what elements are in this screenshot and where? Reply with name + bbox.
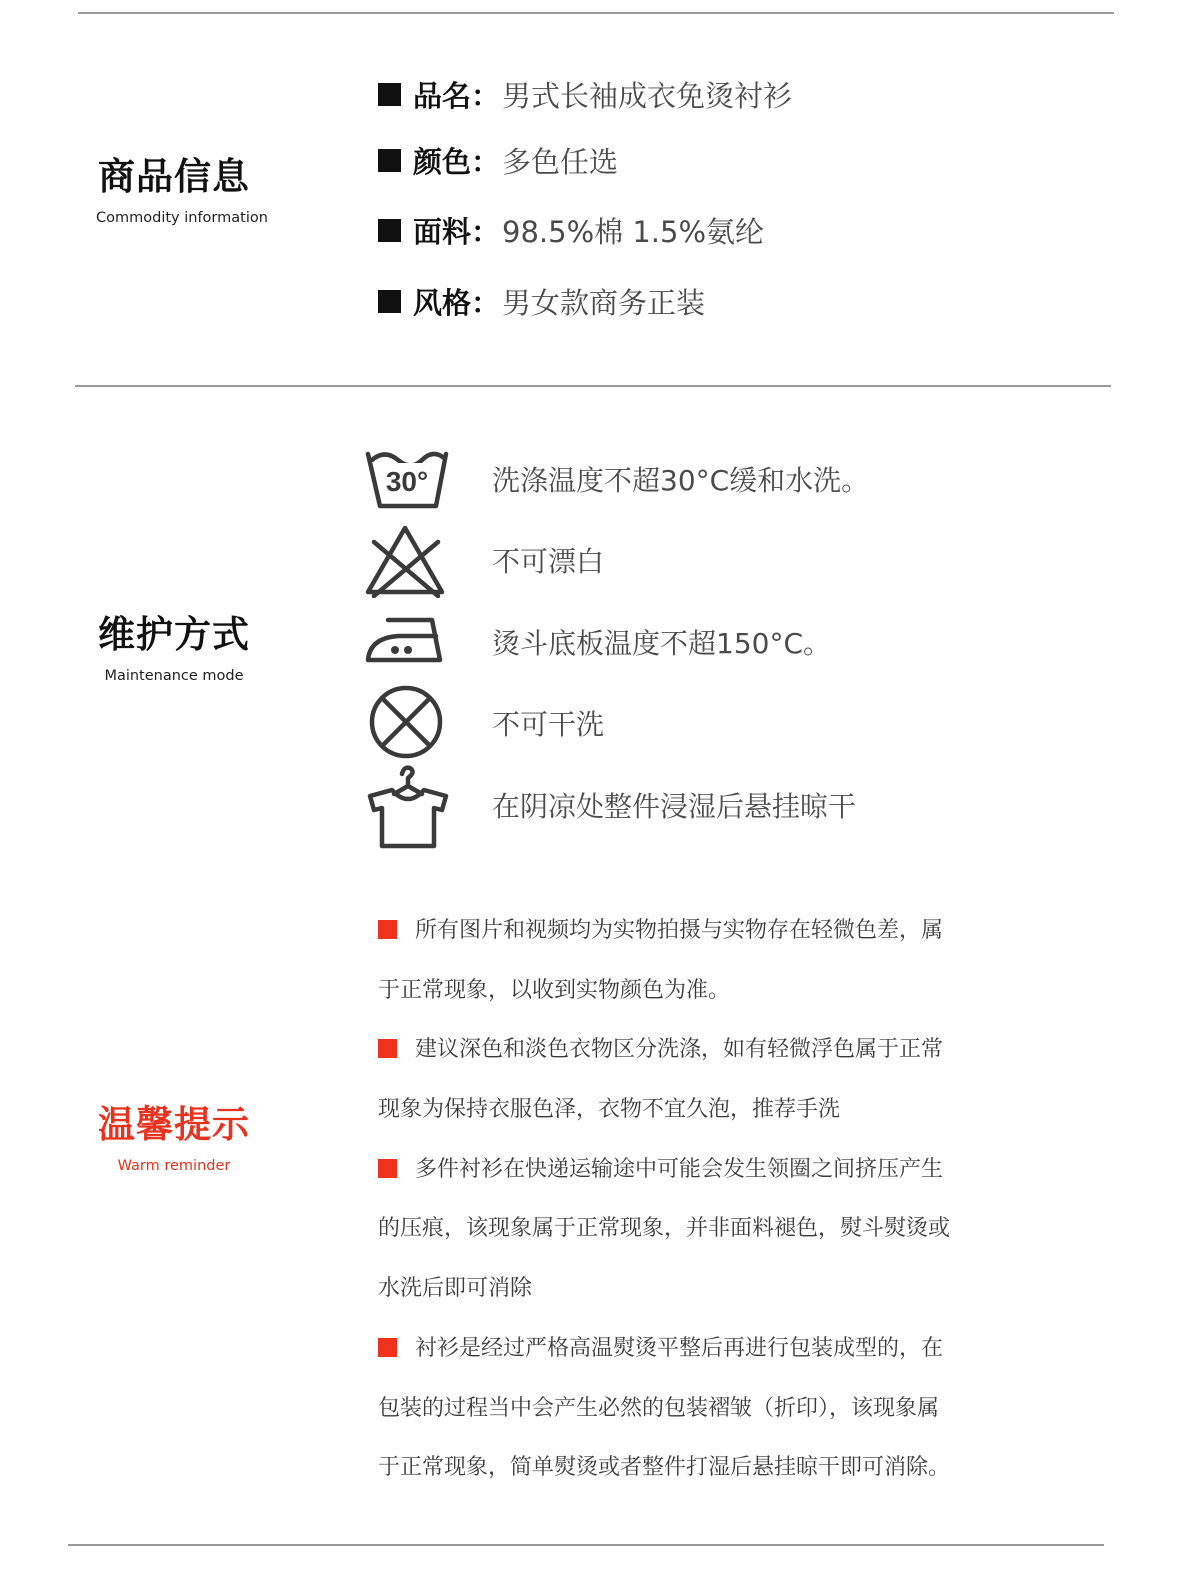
iron-icon — [364, 608, 450, 664]
care-text-dryclean: 不可干洗 — [492, 708, 605, 741]
commodity-section-title — [96, 155, 268, 226]
care-text-wash: 洗涤温度不超30°C缓和水洗。 — [492, 464, 870, 497]
reminder-text: 于正常现象，以收到实物颜色为准。 — [378, 977, 731, 1003]
info-row-color — [378, 140, 618, 180]
reminder-text: 包装的过程当中会产生必然的包装褶皱（折印），该现象属 — [378, 1395, 940, 1421]
reminder-line — [378, 1080, 1008, 1140]
reminder-line — [378, 1199, 1008, 1259]
no-dry-clean-icon — [364, 682, 450, 762]
info-value: 男女款商务正装 — [502, 285, 706, 320]
reminder-line — [378, 1379, 1008, 1439]
reminder-line — [378, 961, 1008, 1021]
top-divider — [78, 12, 1114, 14]
info-value: 多色任选 — [502, 144, 619, 179]
reminder-line — [378, 1020, 1008, 1080]
info-value: 男式长袖成衣免烫衬衫 — [502, 78, 793, 113]
reminder-text: 衬衫是经过严格高温熨烫平整后再进行包装成型的，在 — [415, 1335, 944, 1361]
info-row-name — [378, 74, 792, 114]
care-text-hang: 在阴凉处整件浸湿后悬挂晾干 — [492, 790, 857, 823]
care-text-iron: 烫斗底板温度不超150°C。 — [492, 627, 831, 660]
reminder-line — [378, 901, 1008, 961]
bullet-square — [378, 290, 401, 313]
reminder-line — [378, 1140, 1008, 1200]
reminder-list — [378, 901, 1008, 1498]
commodity-title: 商品信息 — [98, 155, 250, 198]
commodity-subtitle: Commodity information — [96, 209, 268, 226]
info-label: 颜色： — [413, 144, 501, 179]
wash-temp-label: 30° — [385, 466, 429, 497]
red-bullet-square — [378, 1338, 397, 1357]
reminder-line — [378, 1319, 1008, 1379]
info-label: 面料： — [413, 214, 501, 249]
red-bullet-square — [378, 920, 397, 939]
hang-dry-icon — [364, 764, 450, 852]
info-label: 品名： — [413, 78, 501, 113]
reminder-text: 于正常现象，简单熨烫或者整件打湿后悬挂晾干即可消除。 — [378, 1455, 951, 1481]
reminder-section-title — [96, 1105, 252, 1174]
bullet-square — [378, 149, 401, 172]
maintenance-title: 维护方式 — [98, 613, 250, 656]
section-divider — [75, 385, 1111, 387]
bottom-divider — [68, 1544, 1104, 1546]
reminder-text: 所有图片和视频均为实物拍摄与实物存在轻微色差，属 — [415, 918, 944, 943]
bullet-square — [378, 219, 401, 242]
bullet-square — [378, 83, 401, 106]
red-bullet-square — [378, 1039, 397, 1058]
info-row-style — [378, 281, 705, 321]
reminder-line — [378, 1438, 1008, 1498]
info-row-fabric — [378, 210, 764, 250]
red-bullet-square — [378, 1159, 397, 1178]
maintenance-section-title — [96, 615, 252, 684]
reminder-line — [378, 1259, 1008, 1319]
reminder-text: 的压痕，该现象属于正常现象，并非面料褪色，熨斗熨烫或 — [378, 1216, 951, 1242]
reminder-text: 水洗后即可消除 — [378, 1276, 533, 1302]
reminder-subtitle: Warm reminder — [117, 1157, 231, 1174]
reminder-text: 建议深色和淡色衣物区分洗涤，如有轻微浮色属于正常 — [415, 1037, 944, 1063]
maintenance-subtitle: Maintenance mode — [104, 667, 244, 684]
reminder-title: 温馨提示 — [98, 1103, 250, 1146]
care-text-bleach: 不可漂白 — [492, 545, 605, 578]
info-value: 98.5%棉 1.5%氨纶 — [502, 214, 765, 249]
reminder-text: 多件衬衫在快递运输途中可能会发生领圈之间挤压产生 — [415, 1156, 944, 1182]
no-bleach-icon — [364, 522, 450, 598]
wash-30-icon — [364, 446, 450, 514]
info-label: 风格： — [413, 285, 501, 320]
reminder-text: 现象为保持衣服色泽，衣物不宜久泡，推荐手洗 — [378, 1097, 841, 1123]
